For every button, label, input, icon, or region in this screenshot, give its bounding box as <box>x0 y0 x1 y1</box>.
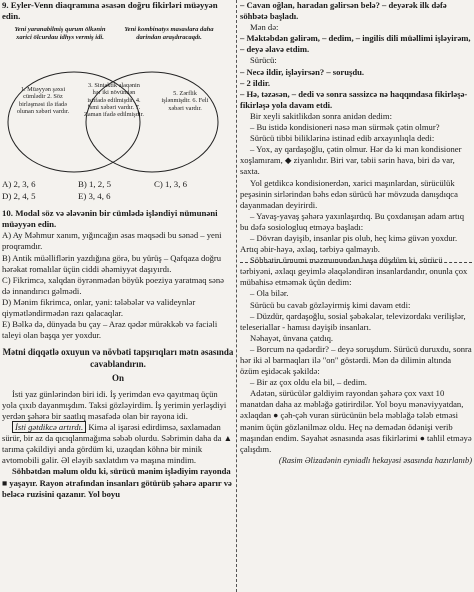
venn-diagram <box>2 24 227 174</box>
question-10-text: 10. Modal söz və ələvənin bir cümlədə işləndiyi nümunəni müəyyən edin. <box>2 208 218 230</box>
story-line-4: Sürücü: <box>250 55 277 66</box>
story-line-14: – Dövran dəyişib, insanlar pis olub, heç kimə güvən yoxdur. Artıq əbir-həyə, əxlaq, tərbiyə qalmayıb. <box>240 232 458 255</box>
venn-center-items: 3. Sintaktik əlaqənin hər iki növündən istifadə edilmişdir. 4. İsmi xəbəri vardır. 7. Zaman ifadə edilmişdir. <box>84 82 144 118</box>
question-9-options-row2 <box>2 190 234 202</box>
story-line-17: Sürücü bu cavab gözləyirmiş kimi davam etdi: <box>250 299 411 310</box>
venn-right-caption: Yeni kombinatys masaslara daha darindan araşdıracaqdı. <box>124 26 214 41</box>
q9-option-a[interactable]: A) 2, 3, 6 <box>2 179 36 190</box>
story-line-16: – Ola bilər. <box>250 288 289 299</box>
story-line-8: Bir xeyli sakitlikdən sonra anidən dedim: <box>250 110 393 121</box>
story-line-18: – Düzdür, qardaşoğlu, sosial şəbəkələr, televizordakı verilişlər, teleseriallar - hamısı dəyişib insanları. <box>240 310 466 332</box>
story-line-2: Mən də: <box>250 22 279 33</box>
story-line-10: Sürücü tibbi biliklərinə istinad edib arxayınlıqla dedi: <box>250 133 435 144</box>
story-line-12: Yol getdikcə kondisionerdən, xarici maşınlardan, sürücülük peşəsinin sirlərindən bəhs edən sürücü hər mövzuda danışdıqca dayanmadan deyirirdi. <box>240 177 458 210</box>
reading-instruction: Mətni diqqətlə oxuyun və növbəti tapşırıqları mətn əsasında cavablandırın. <box>2 347 234 369</box>
story-source: (Rasim Əlizadənin eyniadlı hekayəsi əsasında hazırlanıb) <box>278 455 472 465</box>
venn-right-items: 5. Zərflik işlənmişdir. 6. Feli xəbəri vardır. <box>161 90 209 112</box>
boxed-sentence: İsti gətdikcə artırdı. <box>12 421 86 433</box>
story-line-6: – 2 ildir. <box>240 77 271 88</box>
q9-option-d[interactable]: D) 2, 4, 5 <box>2 191 36 202</box>
story-line-1: – Cavan oğlan, haradan gəlirsən belə? – deyərək ilk dəfə söhbətə başladı. <box>240 0 447 22</box>
q10-option-a[interactable]: A) Ay Məhmur xanım, yığıncağın əsas məqsədi bu sənəd – yeni proqramdır. <box>2 230 222 252</box>
story-line-20: – Borcum nə qədərdir? – deyə soruşdum. Sürücü duruxdu, sonra hər iki əl barmaqları ilə "on" göstərdi. Mən də dilimin altında özüm eşidəcək şəkildə: <box>240 343 472 377</box>
question-9-options-row1 <box>2 178 234 190</box>
story-line-11: – Yox, ay qardaşoğlu, çətin olmur. Hər də ki mən kondisioner xoşlamıram, ◆ ziyanlıdır. Biri var, təbii sərin hava, biri də var, saxta. <box>240 144 462 177</box>
q9-option-c[interactable]: C) 1, 3, 6 <box>154 179 187 190</box>
q10-option-c[interactable]: C) Fikrimcə, xalqdan öyrənmədən böyük poeziya yaratmaq sənə də innandırıcı gəlmədi. <box>2 274 224 296</box>
story-paragraph-2 <box>2 422 234 466</box>
venn-left-caption: Yeni yaranabilmiş qurum ölkənin xarici ölcurdau idhys vermiş idi. <box>14 26 106 41</box>
story-title: On <box>111 373 124 384</box>
story-line-19: Nəhayət, ünvana çatdıq. <box>250 332 334 343</box>
story-line-15: Söhbətin ümumi məzmunundan başa düşdüm ki, sürücü tərbiyəni, əxlaqı geyimlə əlaqələndirən insanlardandır, onunla çox mübahisə etməmək üçün dedim: <box>240 255 468 288</box>
story-line-13: – Yavaş-yavaş şəhərə yaxınlaşırdıq. Bu çoxdanışan adam artıq bu dəfə sosiologluq etməyə başladı: <box>240 210 465 232</box>
story-paragraph-3: Söhbətdən məlum oldu ki, sürücü mənim işlədiyim rayonda ■ yaşayır. Rayon ətrafından insanları götürüb şəhərə aparır və beləcə ruzisini qazanır. Yol boyu <box>2 466 232 499</box>
q9-option-b[interactable]: B) 1, 2, 5 <box>78 179 111 190</box>
story-line-22: Adətən, sürücülər gəldiyim rayondan şəhərə çox vaxt 10 manatdan daha az məbləğə gətirirdilər. Yol boyu mənəviyyatdan, əxlaqdan ● çəh-çəh vuran sürücünün belə məbləğə tələb etməsi mənim üçün gözlənilməz oldu. Heç nə demədən ödənişi verib maşından endim. Səyahət əsnasında əsas fikirlərimi ● tahlil etməyə çalışdım. <box>240 388 472 454</box>
story-paragraph-1: İsti yaz günlərindən biri idi. İş yerimdən evə qayıtmaq üçün yola çıxıb dayanmışdım. Taksi gözləyirdim. İş yerimin yerləşdiyi yerdən şəhərə bir saatlıq məsafədə olan bir rayona idi. <box>2 388 227 421</box>
story-line-7: – Hə, təzəsən, – dedi və sonra sassizcə nə haqqındasa fikirləşə-fikirləşə yola davam etdi. <box>240 88 468 110</box>
story-line-3: – Məktəbdən gəlirəm, – dedim, – ingilis dili müəllimi işləyirəm, – deyə əlavə etdim. <box>240 33 471 55</box>
story-line-5: – Necə ildir, işləyirsən? – soruşdu. <box>240 66 365 77</box>
right-column-dashed-separator <box>240 262 472 263</box>
story-paragraph-2-rest: Kimə əl işarəsi edirdimsə, saxlamadan sürür, bir az da qıcıqlanmağıma səbəb olurdu. Səbrimin daha da ▲ tarıma çəkildiyi anda gördüm ki, uzaqdan köhnə bir minik avtomobili gəlir. Əl eləyib saxlatdım və maşına mindim. <box>2 422 233 466</box>
q10-option-e[interactable]: E) Bəlkə də, dünyada bu çay – Araz qədər mürəkkəb və faciəli taleyi olan başqa yer yoxdur. <box>2 319 218 341</box>
right-column <box>240 0 472 592</box>
venn-left-items: 1. Müəyyən şəxsi cümlədir 2. Söz birləşməsi ilə ifadə olunan xəbəri vardır. <box>16 86 70 115</box>
q10-option-d[interactable]: D) Mənim fikrimcə, onlar, yəni: tələbələr və valideynlər qiymətləndirmədən razı qalacaqlar. <box>2 296 196 319</box>
question-9-text: 9. Eyler-Venn diaqramına əsasən doğru fikirləri müəyyən edin. <box>2 0 218 22</box>
story-line-21: – Bir az çox oldu ela bil, – dedim. <box>250 377 367 388</box>
q10-option-b[interactable]: B) Antik müəlliflərin yazdığına görə, bu yürüş – Qafqaza doğru hərəkat romalılar üçün ciddi əhəmiyyət daşıyırdı. <box>2 252 222 274</box>
column-divider <box>236 0 237 592</box>
story-line-9: – Bu istidə kondisioneri nəsə mən sürmək çətin olmur? <box>250 122 440 133</box>
q9-option-e[interactable]: E) 3, 4, 6 <box>78 191 111 202</box>
left-column <box>2 0 234 592</box>
